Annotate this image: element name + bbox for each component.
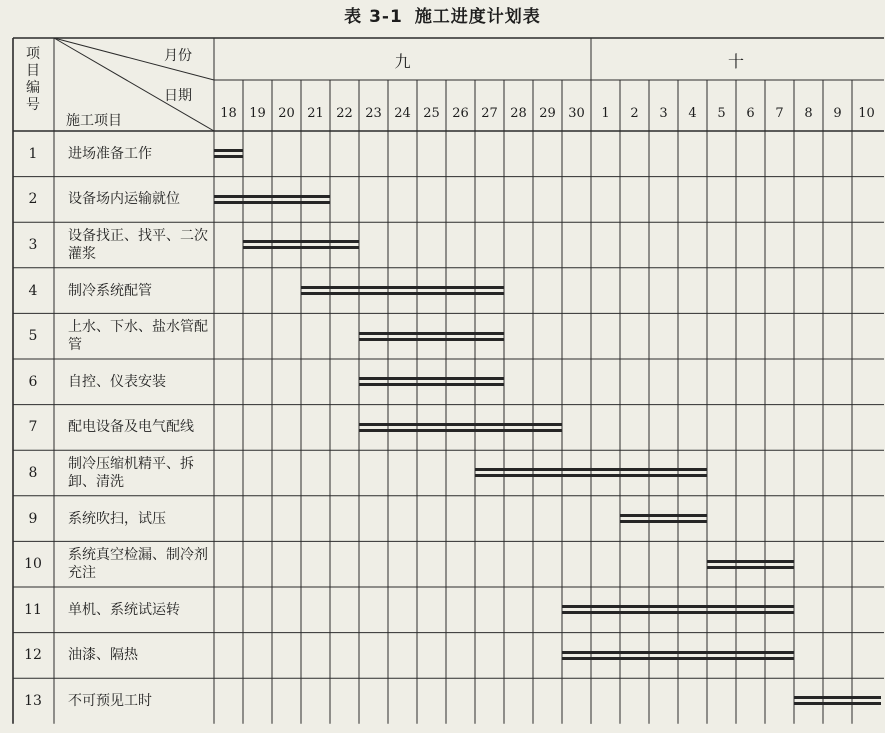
header-item-label: 施工项目 bbox=[66, 113, 122, 129]
gantt-bar bbox=[359, 377, 504, 386]
gantt-bar bbox=[620, 514, 707, 523]
row-item-name: 设备找正、找平、二次灌浆 bbox=[68, 227, 208, 262]
row-number: 13 bbox=[24, 692, 42, 709]
day-header: 8 bbox=[804, 105, 813, 121]
row-item-name: 制冷压缩机精平、拆卸、清洗 bbox=[68, 455, 194, 490]
gantt-bar bbox=[301, 286, 504, 295]
row-item-name: 自控、仪表安装 bbox=[68, 373, 166, 390]
row-item-name: 配电设备及电气配线 bbox=[68, 419, 194, 436]
header-item-no: 项 目 编 号 bbox=[26, 46, 40, 113]
gantt-bar bbox=[794, 696, 881, 705]
row-number: 6 bbox=[28, 373, 38, 390]
gantt-bar bbox=[475, 468, 707, 477]
table-title-text: 施工进度计划表 bbox=[414, 7, 541, 27]
row-number: 3 bbox=[28, 236, 38, 253]
gantt-bar bbox=[707, 560, 794, 569]
gantt-bar bbox=[562, 605, 794, 614]
gantt-bar bbox=[243, 240, 359, 249]
day-header: 19 bbox=[249, 105, 266, 121]
table-number: 表 3-1 bbox=[344, 7, 403, 27]
row-item-name: 系统真空检漏、制冷剂充注 bbox=[68, 547, 208, 582]
day-header: 24 bbox=[394, 105, 411, 121]
day-header: 6 bbox=[746, 105, 755, 121]
gantt-bar bbox=[214, 149, 243, 158]
row-item-name: 系统吹扫，试压 bbox=[68, 510, 166, 527]
day-header: 29 bbox=[539, 105, 556, 121]
row-number: 1 bbox=[28, 145, 38, 162]
row-number: 7 bbox=[28, 419, 38, 436]
row-item-name: 制冷系统配管 bbox=[68, 282, 152, 299]
day-header: 23 bbox=[365, 105, 382, 121]
row-item-name: 不可预见工时 bbox=[68, 692, 152, 709]
day-header: 26 bbox=[452, 105, 469, 121]
row-number: 9 bbox=[28, 510, 38, 527]
row-item-name: 油漆、隔热 bbox=[68, 647, 138, 664]
row-number: 10 bbox=[24, 556, 42, 573]
row-number: 4 bbox=[28, 282, 38, 299]
day-header: 18 bbox=[220, 105, 237, 121]
row-item-name: 上水、下水、盐水管配管 bbox=[68, 319, 208, 354]
row-item-name: 进场准备工作 bbox=[68, 145, 152, 162]
row-number: 11 bbox=[24, 601, 42, 618]
day-header: 5 bbox=[717, 105, 726, 121]
day-header: 7 bbox=[775, 105, 784, 121]
gantt-bar bbox=[359, 423, 562, 432]
day-header: 28 bbox=[510, 105, 527, 121]
gantt-bar bbox=[562, 651, 794, 660]
row-number: 2 bbox=[28, 191, 38, 208]
day-header: 4 bbox=[688, 105, 697, 121]
gantt-bar bbox=[214, 195, 330, 204]
day-header: 20 bbox=[278, 105, 295, 121]
header-month-label: 月份 bbox=[164, 48, 192, 64]
row-item-name: 设备场内运输就位 bbox=[68, 191, 180, 208]
row-number: 5 bbox=[28, 328, 38, 345]
day-header: 25 bbox=[423, 105, 440, 121]
row-item-name: 单机、系统试运转 bbox=[68, 601, 180, 618]
day-header: 3 bbox=[659, 105, 668, 121]
day-header: 30 bbox=[568, 105, 585, 121]
day-header: 22 bbox=[336, 105, 353, 121]
row-number: 8 bbox=[28, 464, 38, 481]
gantt-bar bbox=[359, 332, 504, 341]
day-header: 27 bbox=[481, 105, 498, 121]
day-header: 21 bbox=[307, 105, 324, 121]
row-number: 12 bbox=[24, 647, 42, 664]
day-header: 9 bbox=[833, 105, 842, 121]
day-header: 1 bbox=[601, 105, 610, 121]
month-header: 十 bbox=[727, 51, 744, 71]
month-header: 九 bbox=[394, 51, 411, 71]
day-header: 10 bbox=[858, 105, 875, 121]
header-day-label: 日期 bbox=[164, 88, 192, 104]
day-header: 2 bbox=[630, 105, 639, 121]
